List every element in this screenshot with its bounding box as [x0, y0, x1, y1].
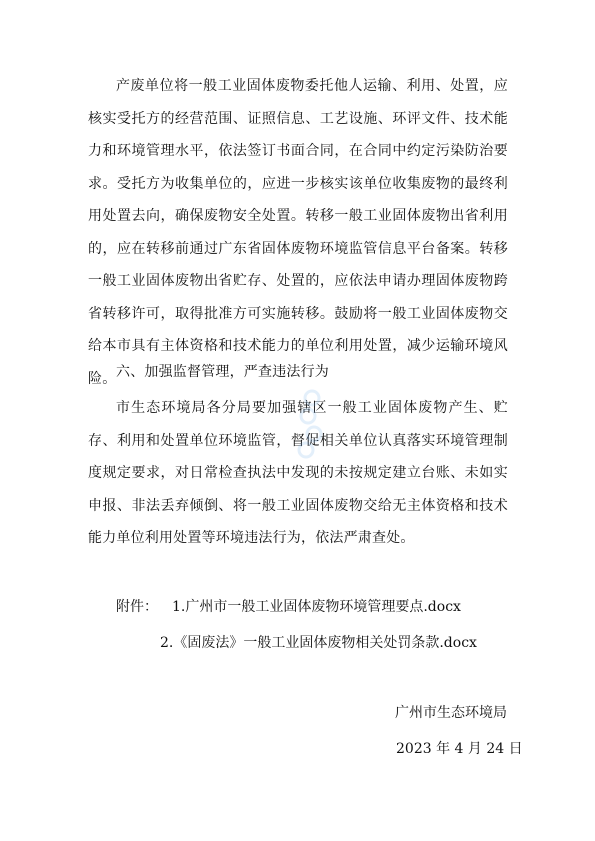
- section-heading: 六、加强监督管理，严查违法行为: [116, 364, 329, 380]
- signature-organization: 广州市生态环境局: [395, 705, 507, 721]
- body-paragraph: 产废单位将一般工业固体废物委托他人运输、利用、处置，应核实受托方的经营范围、证照信息、工艺设施、环评文件、技术能力和环境管理水平，依法签订书面合同，在合同中约定污染防治要求。受托方为收集单位的，应进一步核实该单位收集废物的最终利用处置去向，确保废物安全处置。转移一般工业固体废物出省利用的，应在转移前通过广东省固体废物环境监管信息平台备案。转移一般工业固体废物出省贮存、处置的，应依法申请办理固体废物跨省转移许可，取得批准方可实施转移。鼓励将一般工业固体废物交给本市具有主体资格和技术能力的单位利用处置，减少运输环境风险。: [88, 78, 508, 387]
- signature-date: 2023 年 4 月 24 日: [396, 741, 523, 757]
- body-paragraph: 市生态环境局各分局要加强辖区一般工业固体废物产生、贮存、利用和处置单位环境监管，督促相关单位认真落实环境管理制度规定要求，对日常检查执法中发现的未按规定建立台账、未如实申报、非法丢弃倾倒、将一般工业固体废物交给无主体资格和技术能力单位利用处置等环境违法行为，依法严肃查处。: [88, 400, 508, 546]
- attachment-label: 附件：: [116, 599, 158, 615]
- attachment-link-2[interactable]: 2.《固废法》一般工业固体废物相关处罚条款.docx: [160, 635, 477, 651]
- attachment-link-1[interactable]: 1.广州市一般工业固体废物环境管理要点.docx: [172, 599, 461, 615]
